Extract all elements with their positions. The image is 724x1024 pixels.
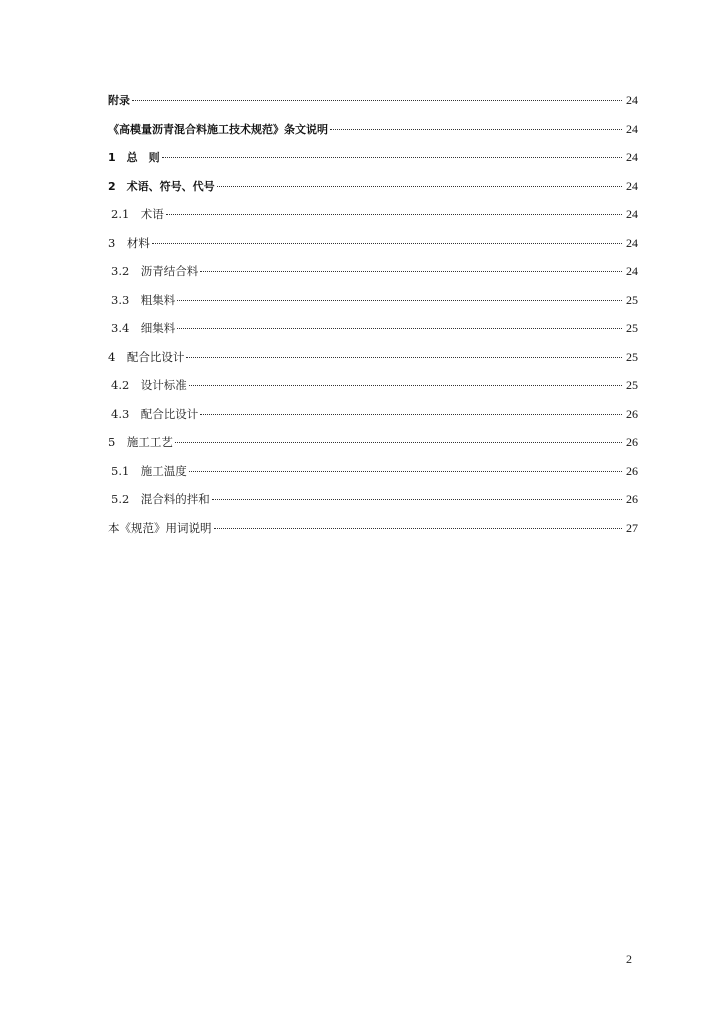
toc-entry-page: 25 xyxy=(626,321,638,335)
toc-entry-label: 2 术语、符号、代号 xyxy=(108,179,215,193)
toc-leader-dots xyxy=(152,243,622,244)
toc-entry-terms[interactable] xyxy=(108,178,638,207)
toc-entry-page: 24 xyxy=(626,235,638,250)
toc-entry-label: 5.1 施工温度 xyxy=(111,463,187,478)
toc-entry-2-1[interactable] xyxy=(108,206,638,235)
toc-entry-label: 3.2 沥青结合料 xyxy=(111,264,199,278)
toc-entry-label: 4.3 配合比设计 xyxy=(111,406,199,421)
toc-entry-page: 25 xyxy=(626,349,638,364)
toc-leader-dots xyxy=(177,300,622,301)
toc-entry-page: 25 xyxy=(626,292,638,307)
toc-entry-wording[interactable] xyxy=(108,520,638,549)
toc-leader-dots xyxy=(132,100,622,101)
toc-leader-dots xyxy=(200,271,622,272)
toc-entry-page: 26 xyxy=(626,463,638,478)
toc-entry-label: 2.1 术语 xyxy=(111,207,164,221)
toc-entry-label: 4 配合比设计 xyxy=(108,349,185,364)
toc-entry-page: 26 xyxy=(626,406,638,421)
toc-entry-label: 3.3 粗集料 xyxy=(111,292,176,307)
toc-leader-dots xyxy=(189,471,622,472)
toc-entry-label: 3 材料 xyxy=(108,235,150,250)
toc-entry-page: 24 xyxy=(626,207,638,221)
toc-leader-dots xyxy=(189,385,622,386)
toc-entry-4-2[interactable] xyxy=(108,377,638,406)
toc-entry-appendix[interactable] xyxy=(108,92,638,121)
toc-leader-dots xyxy=(186,357,622,358)
toc-entry-3-2[interactable] xyxy=(108,263,638,292)
toc-entry-page: 24 xyxy=(626,93,638,107)
toc-entry-label: 3.4 细集料 xyxy=(111,321,176,335)
toc-leader-dots xyxy=(166,214,622,215)
toc-leader-dots xyxy=(212,499,622,500)
toc-leader-dots xyxy=(217,186,622,187)
toc-entry-label: 5 施工工艺 xyxy=(108,435,173,449)
toc-entry-4-3[interactable] xyxy=(108,406,638,435)
toc-entry-label: 《高模量沥青混合料施工技术规范》条文说明 xyxy=(108,122,328,136)
toc-entry-general[interactable] xyxy=(108,149,638,178)
toc-entry-label: 本《规范》用词说明 xyxy=(108,520,212,535)
toc-entry-page: 26 xyxy=(626,492,638,506)
toc-entry-page: 24 xyxy=(626,178,638,193)
toc-entry-label: 4.2 设计标准 xyxy=(111,378,187,392)
toc-entry-label: 5.2 混合料的拌和 xyxy=(111,492,210,506)
toc-entry-label: 1 总 则 xyxy=(108,151,160,164)
table-of-contents xyxy=(108,92,638,548)
toc-leader-dots xyxy=(200,414,622,415)
toc-entry-page: 24 xyxy=(626,264,638,278)
toc-entry-page: 26 xyxy=(626,435,638,449)
page-number: 2 xyxy=(626,952,632,966)
toc-leader-dots xyxy=(162,157,622,158)
toc-entry-materials[interactable] xyxy=(108,235,638,264)
toc-entry-label: 附录 xyxy=(108,94,130,107)
toc-entry-page: 27 xyxy=(626,520,638,535)
toc-leader-dots xyxy=(177,328,622,329)
toc-entry-3-3[interactable] xyxy=(108,292,638,321)
toc-entry-page: 24 xyxy=(626,150,638,164)
toc-leader-dots xyxy=(214,528,623,529)
toc-entry-3-4[interactable] xyxy=(108,320,638,349)
toc-entry-mix-design[interactable] xyxy=(108,349,638,378)
toc-leader-dots xyxy=(175,442,622,443)
toc-entry-construction[interactable] xyxy=(108,434,638,463)
toc-entry-5-2[interactable] xyxy=(108,491,638,520)
toc-leader-dots xyxy=(330,129,622,130)
toc-entry-explanation[interactable] xyxy=(108,121,638,150)
toc-entry-page: 24 xyxy=(626,121,638,136)
toc-entry-5-1[interactable] xyxy=(108,463,638,492)
toc-entry-page: 25 xyxy=(626,378,638,392)
